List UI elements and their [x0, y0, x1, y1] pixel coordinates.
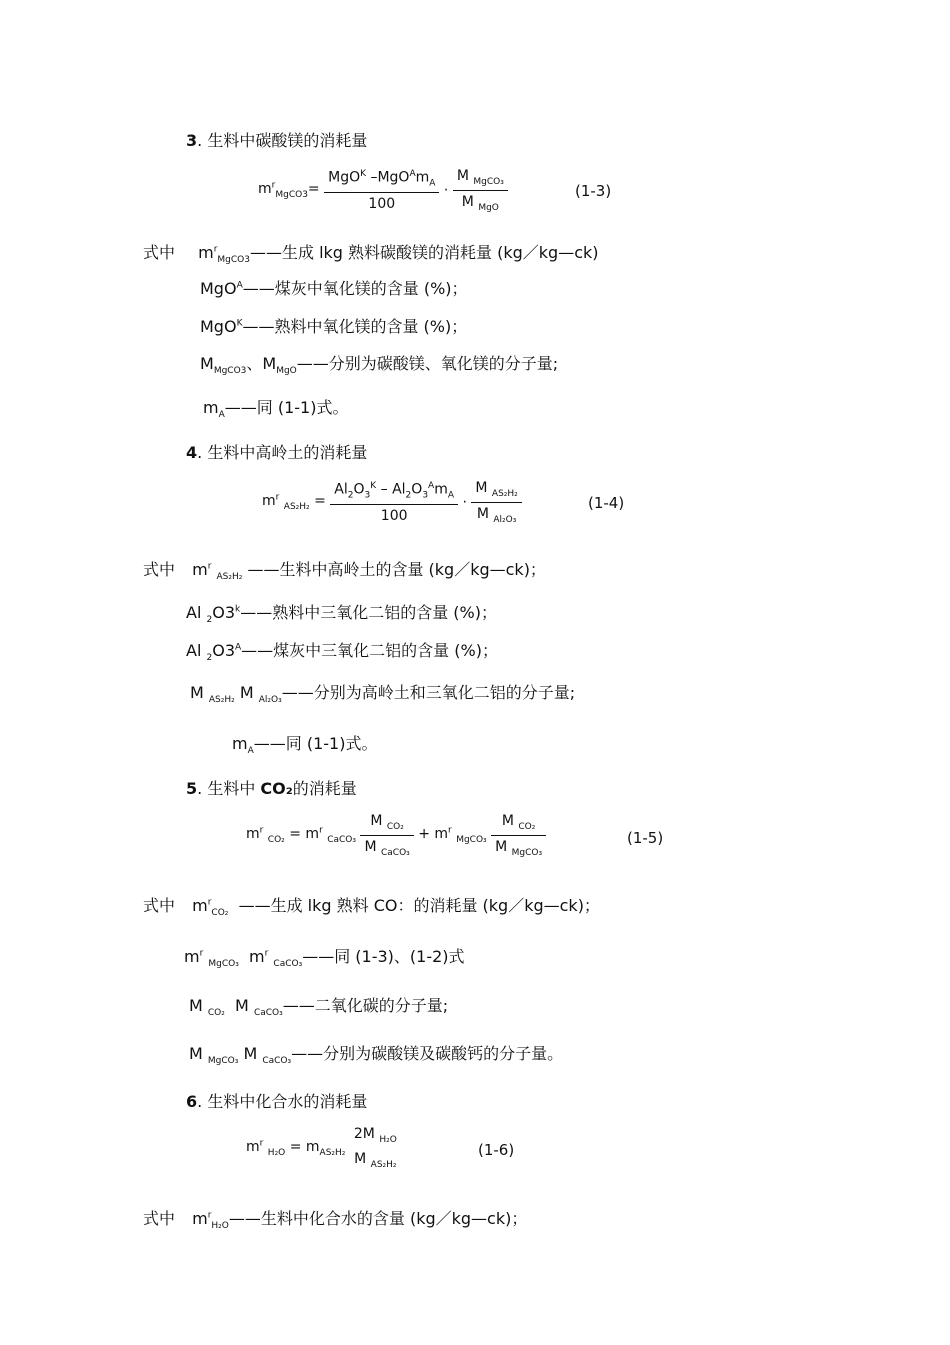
definition-row: $m^r$ $_{MgCO_3}$ $m^r$ $_{CaCO_3}$——同 (1-3)、(1-2)式 [184, 947, 465, 970]
sub: MgCO₃ [207, 1056, 239, 1067]
where-row-1: 式中 $m^r$ $_{AS_2H_2}$ ——生料中高岭土的含量 (kg／kg—ck)； [143, 560, 546, 583]
section-title: 生料中高岭土的消耗量 [207, 443, 368, 462]
sup: A [409, 169, 416, 180]
sub: 2 [206, 615, 213, 626]
term: – Al [380, 481, 406, 498]
term: 2M [353, 1126, 375, 1142]
definition-text: ——同 (1-1)式。 [253, 734, 378, 753]
sub: Al₂O₃ [258, 695, 282, 706]
fraction [324, 169, 439, 211]
sup: A [428, 481, 435, 492]
definition-row [200, 314, 467, 337]
section-6-heading: 6. 生料中化合水的消耗量 [186, 1092, 368, 1111]
section-number: 3 [186, 131, 198, 150]
definition-row [200, 351, 558, 376]
sup: A [236, 280, 243, 291]
sub: AS₂H₂ [216, 572, 243, 583]
term: m [415, 169, 430, 186]
definition-text: ——煤灰中氧化镁的含量 (%)； [242, 279, 468, 298]
definition-row [186, 600, 497, 625]
fraction: 2M $_{H_2O}$ M $_{AS_2H_2}$ [353, 1126, 397, 1170]
sup: K [360, 169, 367, 180]
definition-text: ——同 (1-1)式。 [224, 398, 349, 417]
section-title-bold: CO₂ [260, 779, 293, 798]
sub: CaCO₃ [262, 1056, 292, 1067]
definition-row: M $_{CO_2}$ M $_{CaCO_3}$——二氧化碳的分子量; [189, 996, 449, 1019]
definition-row: M $_{AS_2H_2}$ M $_{Al_2O_3}$——分别为高岭土和三氧化二铝的分子量; [190, 683, 576, 706]
section-title: 生料中碳酸镁的消耗量 [207, 131, 368, 150]
symbol: O3 [212, 641, 235, 660]
sub: MgCO₃ [473, 176, 504, 187]
equation-number: (1-6) [478, 1141, 515, 1159]
definition-row [186, 638, 498, 663]
sub: 2 [347, 490, 354, 501]
sub: MgCO₃ [456, 835, 487, 846]
fraction: $\frac{M _{CO_2}}{M _{MgCO_3}}$ [491, 813, 546, 858]
sub: CO₂ [207, 1008, 225, 1019]
equation-number: (1-4) [588, 494, 625, 512]
sub: CO₂ [518, 821, 536, 832]
ratio-fraction: $\frac{M _{AS_2H_2}}{M _{Al_2O_3}}$ [471, 480, 521, 525]
sub: AS₂H₂ [319, 1147, 346, 1158]
equation-1-4: $m^r$ $_{AS_2H_2}$ = $\frac{Al_2O_3^K - Al_2O_3^Am_A}{100}$ · $\frac{M _{AS_2H_2}}{M _{Al_2O_3}}$ [262, 480, 522, 525]
symbol: m [198, 243, 214, 262]
sub: A [218, 410, 225, 421]
sup: K [370, 481, 377, 492]
section-title: 生料中化合水的消耗量 [207, 1092, 368, 1111]
sub: AS₂H₂ [208, 695, 235, 706]
sub: CO₂ [211, 908, 229, 919]
sub: 3 [422, 490, 429, 501]
sub: 3 [364, 490, 371, 501]
symbol: Al [186, 641, 202, 660]
section-5-heading: 5. 生料中 CO₂的消耗量 [186, 779, 357, 798]
equation-1-6: $m^r$ $_{H_2O} = m_{AS_2H_2}$ 2M $_{H_2O}$ M $_{AS_2H_2}$ [246, 1126, 401, 1170]
symbol: MgO [200, 317, 237, 336]
definition-text: ——生成 lkg 熟料碳酸镁的消耗量 (kg／kg—ck) [249, 243, 599, 262]
definition-text: 、M [246, 354, 277, 373]
sup: A [235, 642, 242, 653]
definition-text: ——分别为高岭土和三氧化二铝的分子量; [281, 683, 576, 702]
sub: CO₂ [386, 821, 404, 832]
term: M [456, 168, 469, 184]
sub: AS₂H₂ [370, 1159, 397, 1170]
term: O [353, 481, 365, 498]
definition-row: M $_{MgCO_3}$ M $_{CaCO_3}$——分别为碳酸镁及碳酸钙的分子量。 [189, 1044, 564, 1067]
denominator: 100 [368, 195, 396, 212]
definition-text: ——生料中高岭土的含量 (kg／kg—ck)； [247, 560, 546, 579]
symbol: MgO [200, 279, 237, 298]
definition-text: ——生成 lkg 熟料 CO：的消耗量 (kg／kg—ck)； [238, 896, 600, 915]
equation-1-3: $m^r_{MgCO3}=$ $\frac{MgO^K -MgO^Am_A}{100}$ · $\frac{M _{MgCO_3}}{M _{MgO}}$ [258, 168, 508, 213]
section-number: 5 [186, 779, 198, 798]
where-row-1: 式中 $m^r_{H_2O}——$生料中化合水的含量 (kg／kg—ck)； [143, 1209, 528, 1232]
definition-text: ——熟料中氧化镁的含量 (%)； [242, 317, 468, 336]
symbol: O3 [212, 603, 235, 622]
sup: K [236, 318, 243, 329]
symbol: m [203, 398, 219, 417]
sub: CaCO₃ [273, 959, 303, 970]
equation-number: (1-3) [575, 182, 612, 200]
sub: MgCO3 [217, 255, 250, 266]
where-label: 式中 [143, 243, 176, 262]
sub: A [447, 490, 455, 501]
sub: CaCO₃ [327, 835, 356, 846]
fraction [330, 481, 458, 523]
sub: MgO [276, 366, 297, 377]
sub: H₂O [267, 1147, 286, 1158]
term: O [411, 481, 423, 498]
definition-text: ——分别为碳酸镁及碳酸钙的分子量。 [291, 1044, 564, 1063]
sub: MgCO₃ [208, 959, 239, 970]
definition-row [200, 276, 468, 299]
sub: MgCO3 [275, 190, 308, 201]
where-row-1: 式中 $m^r_{CO_2}$ ——生成 lkg 熟料 CO：的消耗量 (kg／kg—ck)； [143, 896, 600, 919]
sup: k [235, 604, 241, 615]
symbol-m: m [258, 181, 272, 198]
sub: CaCO₃ [253, 1008, 283, 1019]
definition-row: $m_A——$同 (1-1)式。 [232, 734, 378, 757]
term: MgO [328, 169, 361, 186]
definition-text: ——生料中化合水的含量 (kg／kg—ck)； [228, 1209, 528, 1228]
equation-1-5: $m^r$ $_{CO_2} = m^r$ $_{CaCO_3}$ $\frac{M _{CO_2}}{M _{CaCO_3}}$ + $m^r$ $_{MgCO_3}$ $\frac{M _{CO_2}}{M _{MgCO_3}}$ [246, 813, 546, 858]
sub: H₂O [379, 1134, 397, 1145]
sup: r [213, 244, 218, 255]
ratio-fraction [453, 168, 508, 213]
term: m [434, 481, 448, 498]
symbol: M [200, 354, 214, 373]
section-title: 的消耗量 [292, 779, 357, 798]
term: –MgO [370, 169, 410, 186]
sub: A [429, 178, 436, 189]
sub: MgO [478, 202, 499, 213]
definition-row [203, 395, 348, 420]
section-number: 6 [186, 1092, 198, 1111]
term: Al [334, 481, 348, 498]
sub: MgCO₃ [511, 847, 543, 858]
definition-text: ——分别为碳酸镁、氧化镁的分子量; [296, 354, 559, 373]
sub: Al₂O₃ [493, 514, 517, 525]
sub: H₂O [211, 1221, 229, 1232]
denominator: 100 [380, 507, 408, 524]
section-number: 4 [186, 443, 198, 462]
sub: A [247, 746, 254, 757]
sub: CaCO₃ [380, 847, 410, 858]
definition-text: ——同 (1-3)、(1-2)式 [302, 947, 465, 966]
definition-text: ——熟料中三氧化二铝的含量 (%)； [240, 603, 497, 622]
term: M [461, 193, 474, 210]
fraction: $\frac{M _{CO_2}}{M _{CaCO_3}}$ [360, 813, 413, 858]
symbol: Al [186, 603, 202, 622]
sub: AS₂H₂ [491, 488, 518, 499]
definition-text: ——二氧化碳的分子量; [282, 996, 449, 1015]
section-title: 生料中 [207, 779, 256, 798]
section-4-heading: 4. 生料中高岭土的消耗量 [186, 443, 368, 462]
where-label: 式中 [143, 1209, 176, 1228]
where-row-1 [143, 240, 599, 265]
sup: r [271, 180, 276, 191]
where-label: 式中 [143, 896, 176, 915]
sub: 2 [405, 490, 412, 501]
section-3-heading: 3. 生料中碳酸镁的消耗量 [186, 131, 368, 150]
equation-number: (1-5) [627, 829, 664, 847]
where-label: 式中 [143, 560, 176, 579]
sub: 2 [206, 653, 213, 664]
sub: MgCO3 [213, 366, 247, 377]
definition-text: ——煤灰中三氧化二铝的含量 (%)； [241, 641, 498, 660]
sub: CO₂ [267, 835, 285, 846]
sub: AS₂H₂ [283, 502, 310, 513]
